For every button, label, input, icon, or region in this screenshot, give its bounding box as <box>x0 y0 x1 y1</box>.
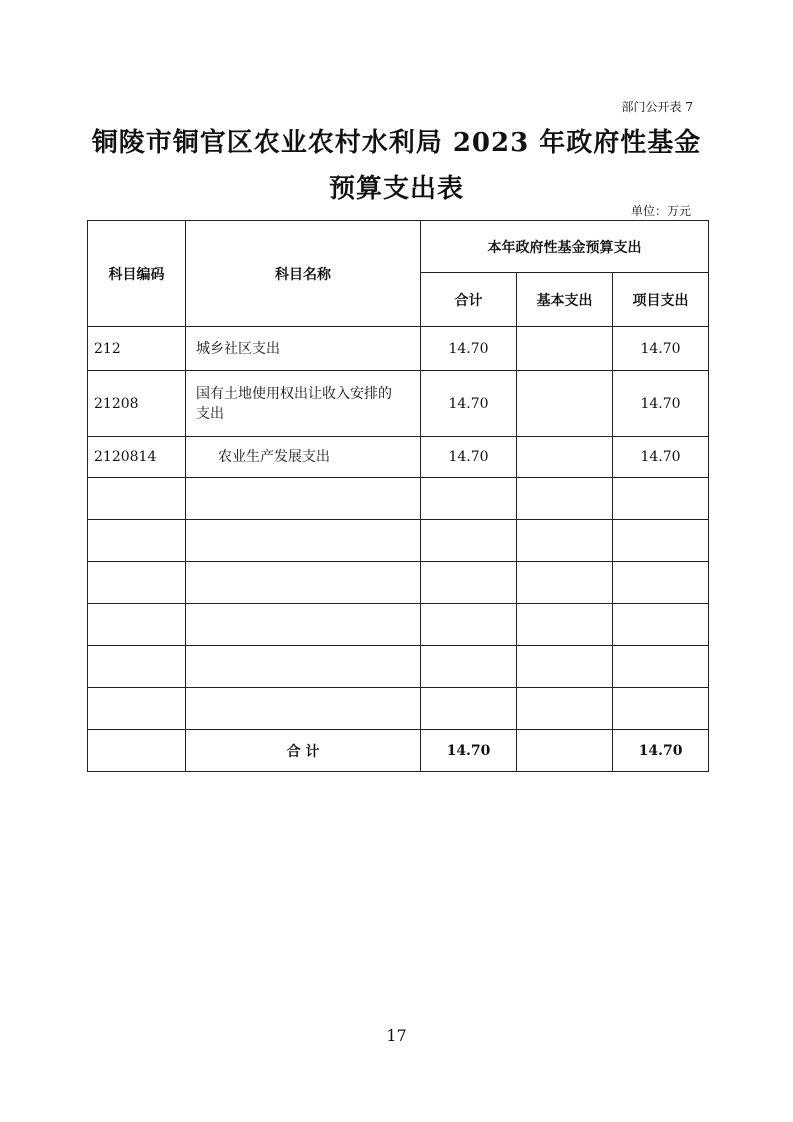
row-name: 农业生产发展支出 <box>186 437 421 478</box>
header-total: 合计 <box>421 273 517 327</box>
sum-total: 14.70 <box>421 730 517 772</box>
row-total: 14.70 <box>421 371 517 437</box>
header-group: 本年政府性基金预算支出 <box>421 221 709 273</box>
empty-row <box>88 520 709 562</box>
page-number: 17 <box>386 1026 407 1045</box>
unit-label: 单位：万元 <box>630 204 691 218</box>
header-basic: 基本支出 <box>517 273 613 327</box>
page-title: 铜陵市铜官区农业农村水利局 2023 年政府性基金 <box>91 128 702 158</box>
row-project: 14.70 <box>613 327 709 371</box>
sum-project: 14.70 <box>613 730 709 772</box>
row-name: 国有土地使用权出让收入安排的支出 <box>186 371 421 437</box>
empty-row <box>88 562 709 604</box>
header-project: 项目支出 <box>613 273 709 327</box>
table-tag: 部门公开表 7 <box>621 100 693 114</box>
row-basic <box>517 437 613 478</box>
row-project: 14.70 <box>613 371 709 437</box>
empty-row <box>88 478 709 520</box>
row-basic <box>517 327 613 371</box>
row-project: 14.70 <box>613 437 709 478</box>
sum-label: 合 计 <box>186 730 421 772</box>
empty-row <box>88 646 709 688</box>
row-total: 14.70 <box>421 437 517 478</box>
row-code: 212 <box>88 327 186 371</box>
table-row <box>88 437 709 478</box>
row-basic <box>517 371 613 437</box>
sum-row <box>88 730 709 772</box>
table-row <box>88 371 709 437</box>
empty-row <box>88 604 709 646</box>
table-row <box>88 327 709 371</box>
row-name: 城乡社区支出 <box>186 327 421 371</box>
row-code: 21208 <box>88 371 186 437</box>
header-name: 科目名称 <box>186 221 421 327</box>
row-total: 14.70 <box>421 327 517 371</box>
row-code: 2120814 <box>88 437 186 478</box>
empty-row <box>88 688 709 730</box>
header-code: 科目编码 <box>88 221 186 327</box>
page-subtitle: 预算支出表 <box>328 174 464 204</box>
budget-table <box>87 220 709 772</box>
sum-basic <box>517 730 613 772</box>
